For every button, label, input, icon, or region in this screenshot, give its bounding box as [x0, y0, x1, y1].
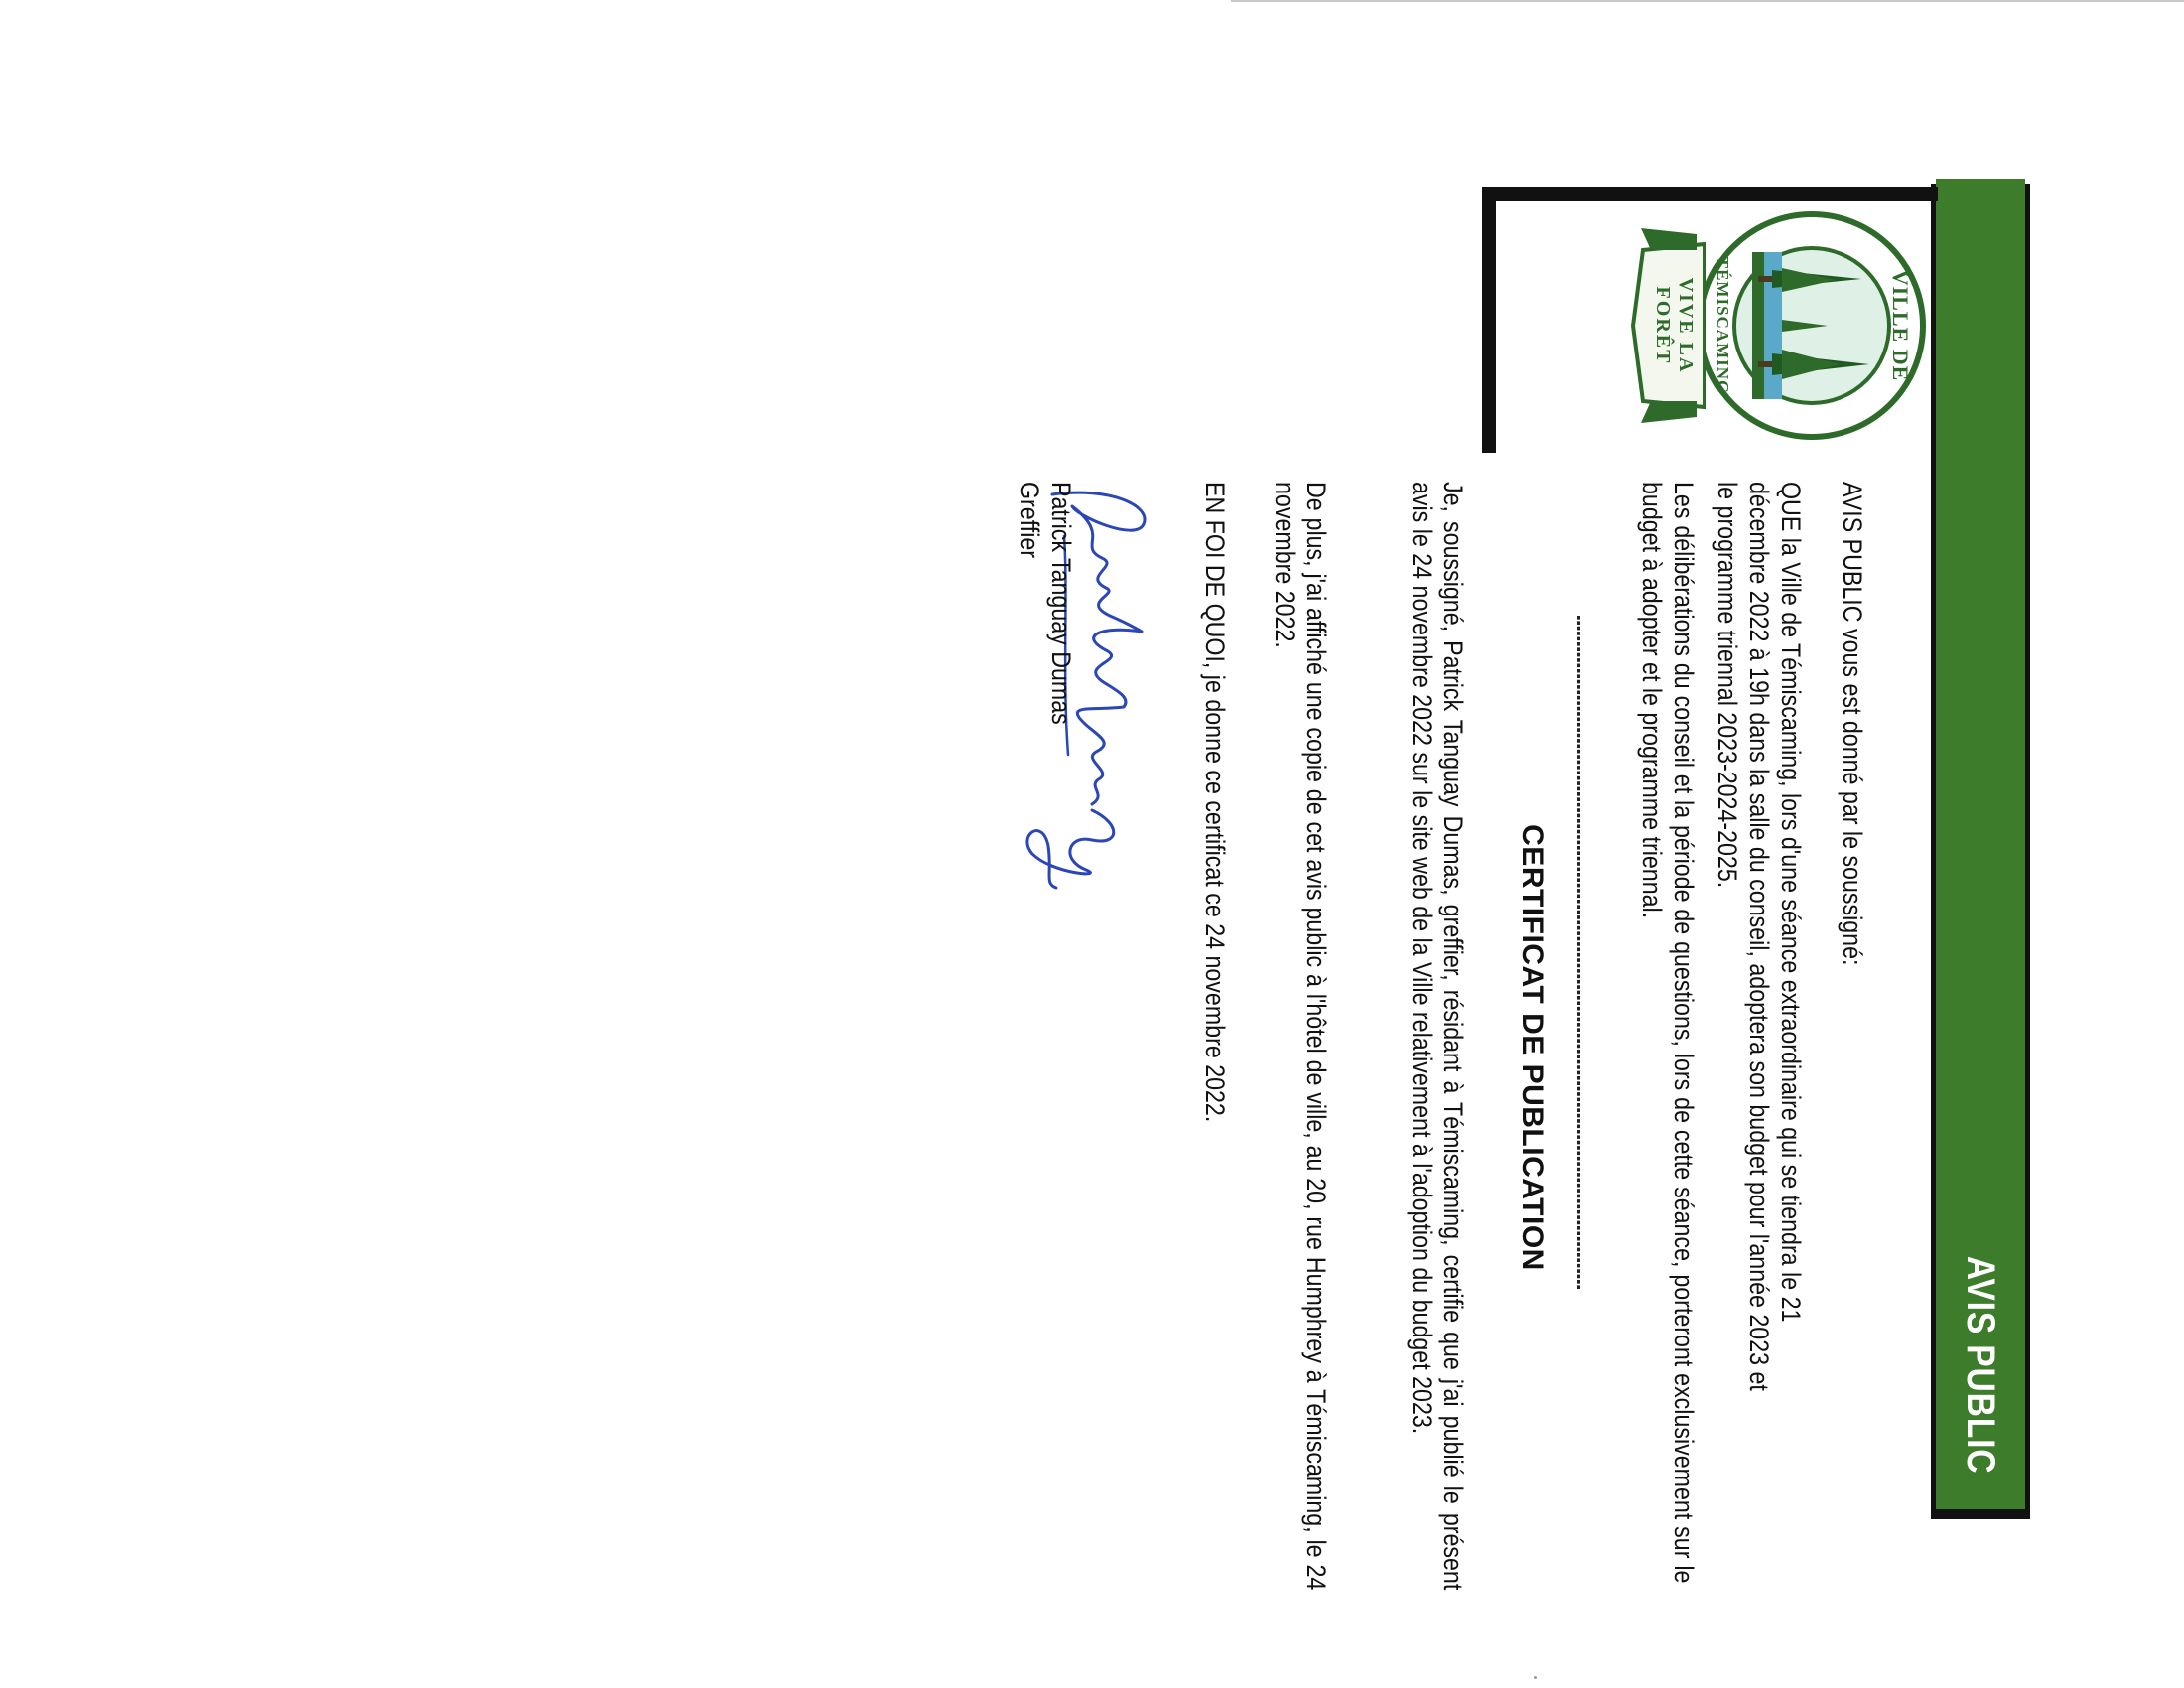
notice-paragraph-1 [1711, 482, 1807, 1404]
certificate-paragraph-2 [1269, 482, 1332, 1590]
section-divider [1577, 616, 1580, 1289]
town-logo [1504, 209, 1931, 443]
certificate-closing [1199, 482, 1231, 1430]
certificate-paragraph-1-text: Je, soussigné, Patrick Tanguay Dumas, greffier, résidant à Témiscaming, certifie que j'ai publié le présent avis le 24 novembre 2022 sur le site web de la Ville relativement à l'adoption du budget 2023. [1407, 482, 1468, 1591]
header-banner [1936, 179, 2025, 1509]
signer-title: Greffier [1015, 482, 1044, 558]
logo-frame-horizontal [1482, 187, 1496, 453]
logo-motto: VIVE LA FORÊT [1652, 277, 1697, 374]
notice-paragraph-2 [1636, 482, 1700, 1583]
seal-text-bottom: TÉMISCAMING [1713, 256, 1732, 395]
certificate-title: CERTIFICAT DE PUBLICATION [1516, 824, 1549, 1271]
seal-text-top: VILLE DE [1888, 269, 1913, 382]
notice-intro-text: AVIS PUBLIC vous est donné par le soussigné: [1838, 482, 1867, 966]
certificate-paragraph-2-text: De plus, j'ai affiché une copie de cet avis public à l'hôtel de ville, au 20, rue Humphrey à Témiscaming, le 24 novembre 2022. [1270, 482, 1331, 1591]
logo-frame-vertical [1486, 187, 1938, 201]
notice-paragraph-2-text: Les délibérations du conseil et la période de questions, lors de cette séance, porteront exclusivement sur le budget à adopter et le programme triennal. [1637, 482, 1699, 1584]
notice-intro [1837, 482, 1868, 1430]
certificate-closing-text: EN FOI DE QUOI, je donne ce certificat ce 24 novembre 2022. [1200, 482, 1230, 1123]
certificate-paragraph-1 [1406, 482, 1469, 1590]
notice-paragraph-1-text: QUE la Ville de Témiscaming, lors d'une séance extraordinaire qui se tiendra le 21 décembre 2022 à 19h dans la salle du conseil, adoptera son budget pour l'année 2023 et le programme triennal 2023-2024-2025. [1712, 482, 1806, 1391]
banner-title: AVIS PUBLIC [1959, 1255, 2002, 1474]
signer-name: Patrick Tanguay Dumas [1046, 482, 1076, 725]
